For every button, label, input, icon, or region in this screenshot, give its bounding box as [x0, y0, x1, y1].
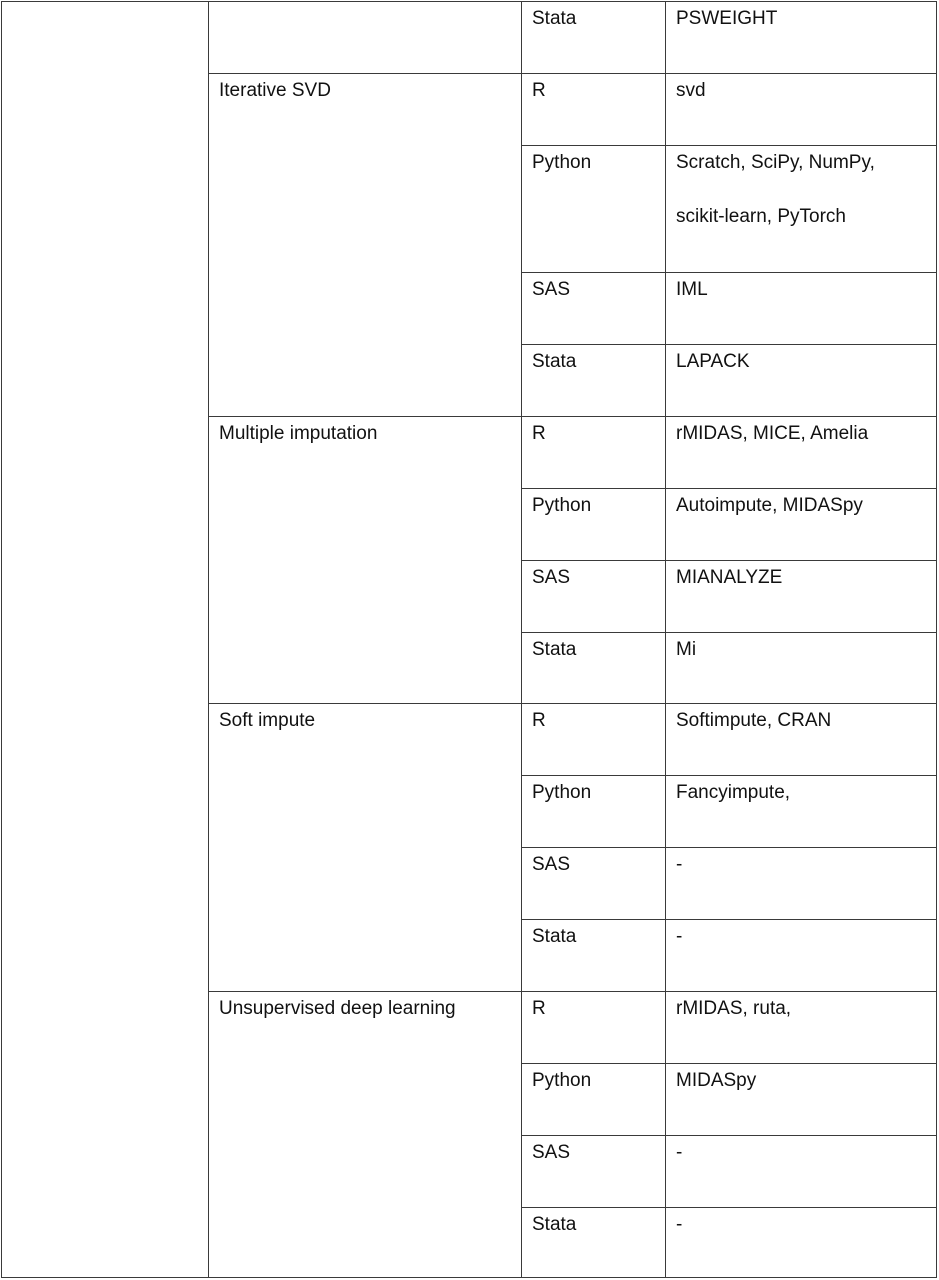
software-cell: Python [521, 488, 666, 561]
package-cell: rMIDAS, ruta, [665, 991, 937, 1064]
package-cell: IML [665, 272, 937, 345]
method-cell: Soft impute [208, 703, 522, 992]
software-cell: R [521, 73, 666, 146]
software-cell: Stata [521, 344, 666, 417]
package-cell: MIANALYZE [665, 560, 937, 633]
software-cell: Python [521, 775, 666, 848]
software-cell: R [521, 416, 666, 489]
software-cell: Stata [521, 1, 666, 74]
software-cell: SAS [521, 272, 666, 345]
software-cell: R [521, 991, 666, 1064]
software-cell: Stata [521, 632, 666, 704]
package-cell: Softimpute, CRAN [665, 703, 937, 776]
software-cell: SAS [521, 1135, 666, 1208]
package-cell: - [665, 847, 937, 920]
software-cell: Python [521, 145, 666, 273]
package-cell: Fancyimpute, [665, 775, 937, 848]
category-cell [1, 1, 209, 1278]
package-cell: - [665, 919, 937, 992]
software-cell: R [521, 703, 666, 776]
method-cell: Multiple imputation [208, 416, 522, 704]
package-cell: rMIDAS, MICE, Amelia [665, 416, 937, 489]
package-cell: Autoimpute, MIDASpy [665, 488, 937, 561]
software-cell: SAS [521, 560, 666, 633]
package-cell: Scratch, SciPy, NumPy, scikit-learn, PyTorch [665, 145, 937, 273]
package-cell: LAPACK [665, 344, 937, 417]
software-cell: Stata [521, 1207, 666, 1278]
software-cell: Stata [521, 919, 666, 992]
software-cell: Python [521, 1063, 666, 1136]
package-cell: svd [665, 73, 937, 146]
method-cell [208, 1, 522, 74]
package-table [1, 1, 937, 1277]
package-cell: MIDASpy [665, 1063, 937, 1136]
method-cell: Unsupervised deep learning [208, 991, 522, 1278]
package-cell: PSWEIGHT [665, 1, 937, 74]
method-cell: Iterative SVD [208, 73, 522, 417]
software-cell: SAS [521, 847, 666, 920]
package-cell: Mi [665, 632, 937, 704]
package-cell: - [665, 1135, 937, 1208]
package-cell: - [665, 1207, 937, 1278]
